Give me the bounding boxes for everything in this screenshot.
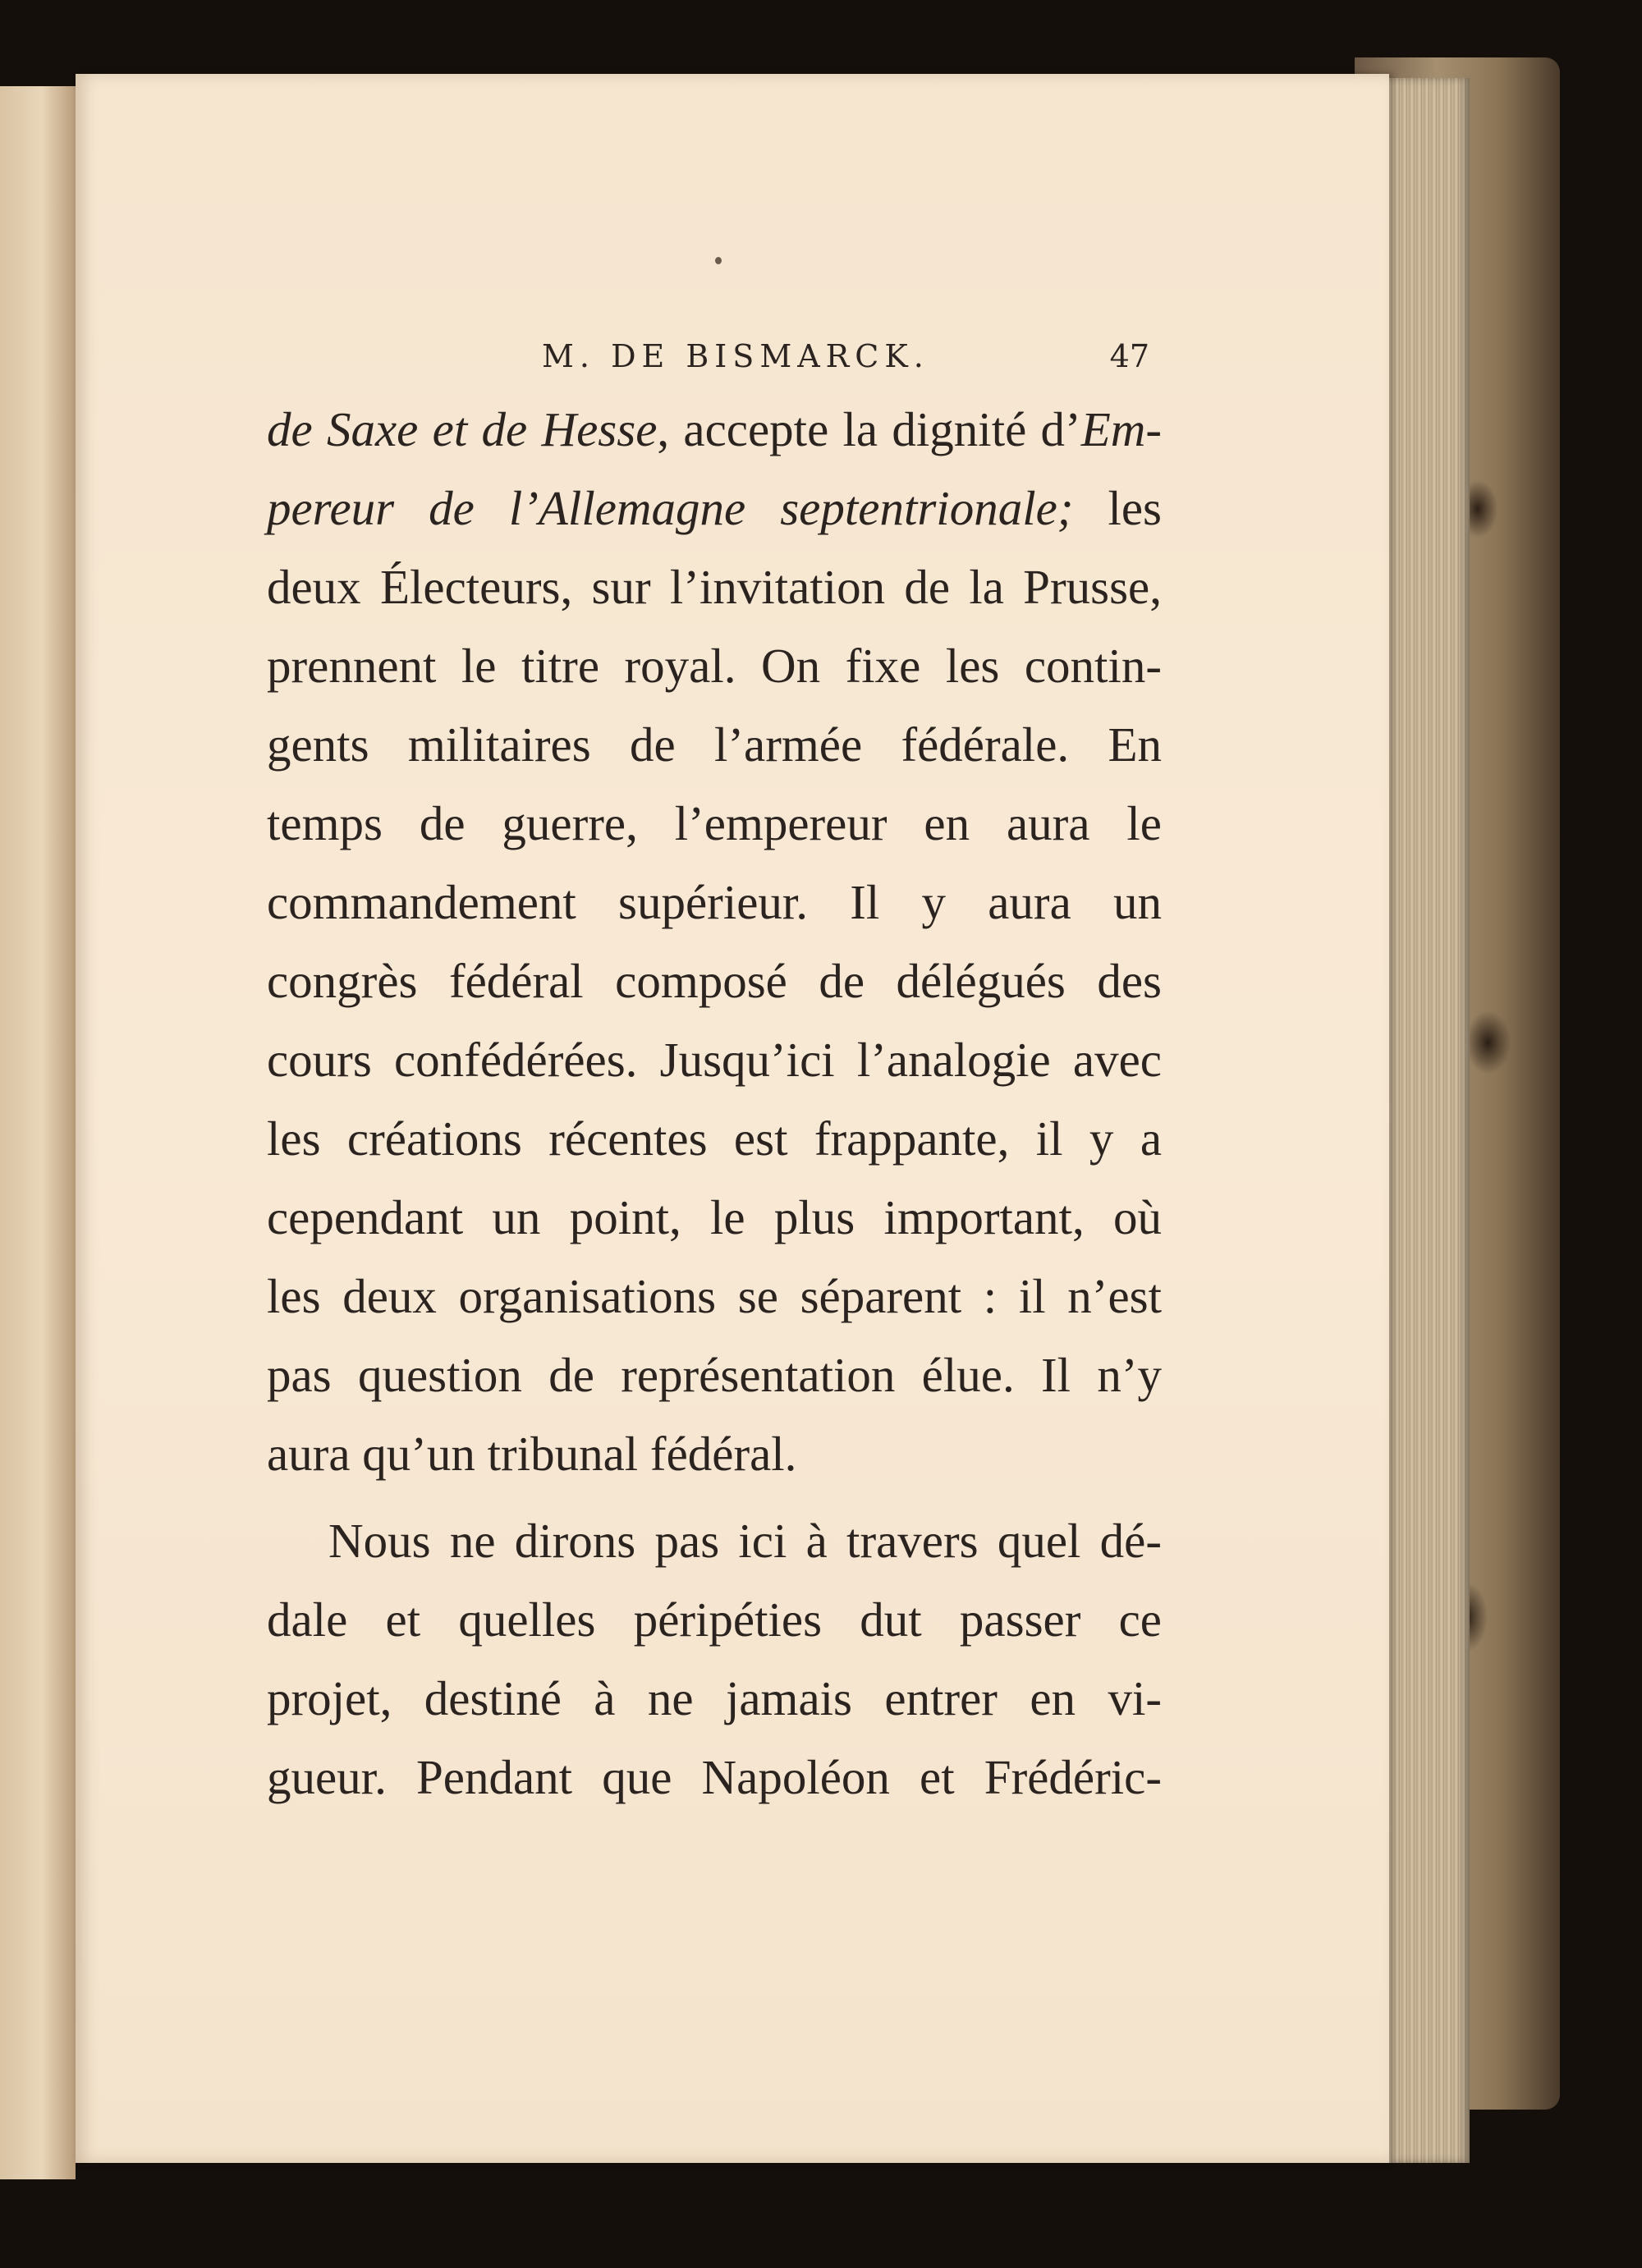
italic-segment: de Saxe et de Hesse <box>267 402 658 456</box>
text-segment: les créations récentes est frappante, il y a <box>267 1111 1162 1166</box>
text-line <box>267 1336 1162 1414</box>
text-segment: commandement supérieur. Il y aura un <box>267 875 1162 929</box>
text-segment: pas question de représentation élue. Il n’y <box>267 1348 1162 1402</box>
text-line <box>267 1414 1162 1493</box>
facing-page-edge <box>0 86 76 2179</box>
paragraph <box>267 1501 1162 1817</box>
text-line <box>267 1501 1162 1580</box>
text-segment: les <box>1073 481 1162 535</box>
text-segment: gueur. Pendant que Napoléon et Frédéric- <box>267 1750 1162 1804</box>
text-line <box>267 469 1162 548</box>
text-line <box>267 1580 1162 1659</box>
text-line <box>267 1099 1162 1178</box>
text-segment: congrès fédéral composé de délégués des <box>267 954 1162 1008</box>
text-segment: deux Électeurs, sur l’invitation de la Prusse, <box>267 560 1162 614</box>
page-header <box>542 338 1149 387</box>
text-line <box>267 626 1162 705</box>
text-segment: projet, destiné à ne jamais entrer en vi- <box>267 1671 1162 1725</box>
text-line <box>267 942 1162 1020</box>
text-line <box>267 784 1162 863</box>
text-segment: temps de guerre, l’empereur en aura le <box>267 796 1162 850</box>
text-line <box>267 390 1162 469</box>
page-number: 47 <box>1109 338 1149 374</box>
paragraph-gap <box>267 1493 1162 1501</box>
paragraph <box>267 390 1162 1493</box>
text-line <box>267 548 1162 626</box>
body-text <box>267 390 1162 1817</box>
text-line <box>267 1020 1162 1099</box>
text-segment: , accepte la dignité d’ <box>657 402 1081 456</box>
running-head: M. DE BISMARCK. <box>542 338 929 374</box>
text-segment: gents militaires de l’armée fédérale. En <box>267 717 1162 772</box>
text-line <box>267 1257 1162 1336</box>
italic-segment: pereur de l’Allemagne septentrionale; <box>267 481 1074 535</box>
text-segment: cours confédérées. Jusqu’ici l’analogie avec <box>267 1033 1162 1087</box>
text-line <box>267 863 1162 942</box>
text-segment: cependant un point, le plus important, où <box>267 1190 1162 1244</box>
text-segment: aura qu’un tribunal fédéral. <box>267 1427 797 1481</box>
text-segment: les deux organisations se séparent : il n’est <box>267 1269 1162 1323</box>
text-line <box>267 1659 1162 1738</box>
italic-segment: Em- <box>1080 402 1163 456</box>
text-segment: dale et quelles péripéties dut passer ce <box>267 1592 1162 1647</box>
text-segment: Nous ne dirons pas ici à travers quel dé- <box>328 1514 1162 1568</box>
ink-speck <box>715 257 722 264</box>
text-line <box>267 705 1162 784</box>
text-line <box>267 1178 1162 1257</box>
text-line <box>267 1738 1162 1817</box>
text-segment: prennent le titre royal. On fixe les contin- <box>267 639 1162 693</box>
